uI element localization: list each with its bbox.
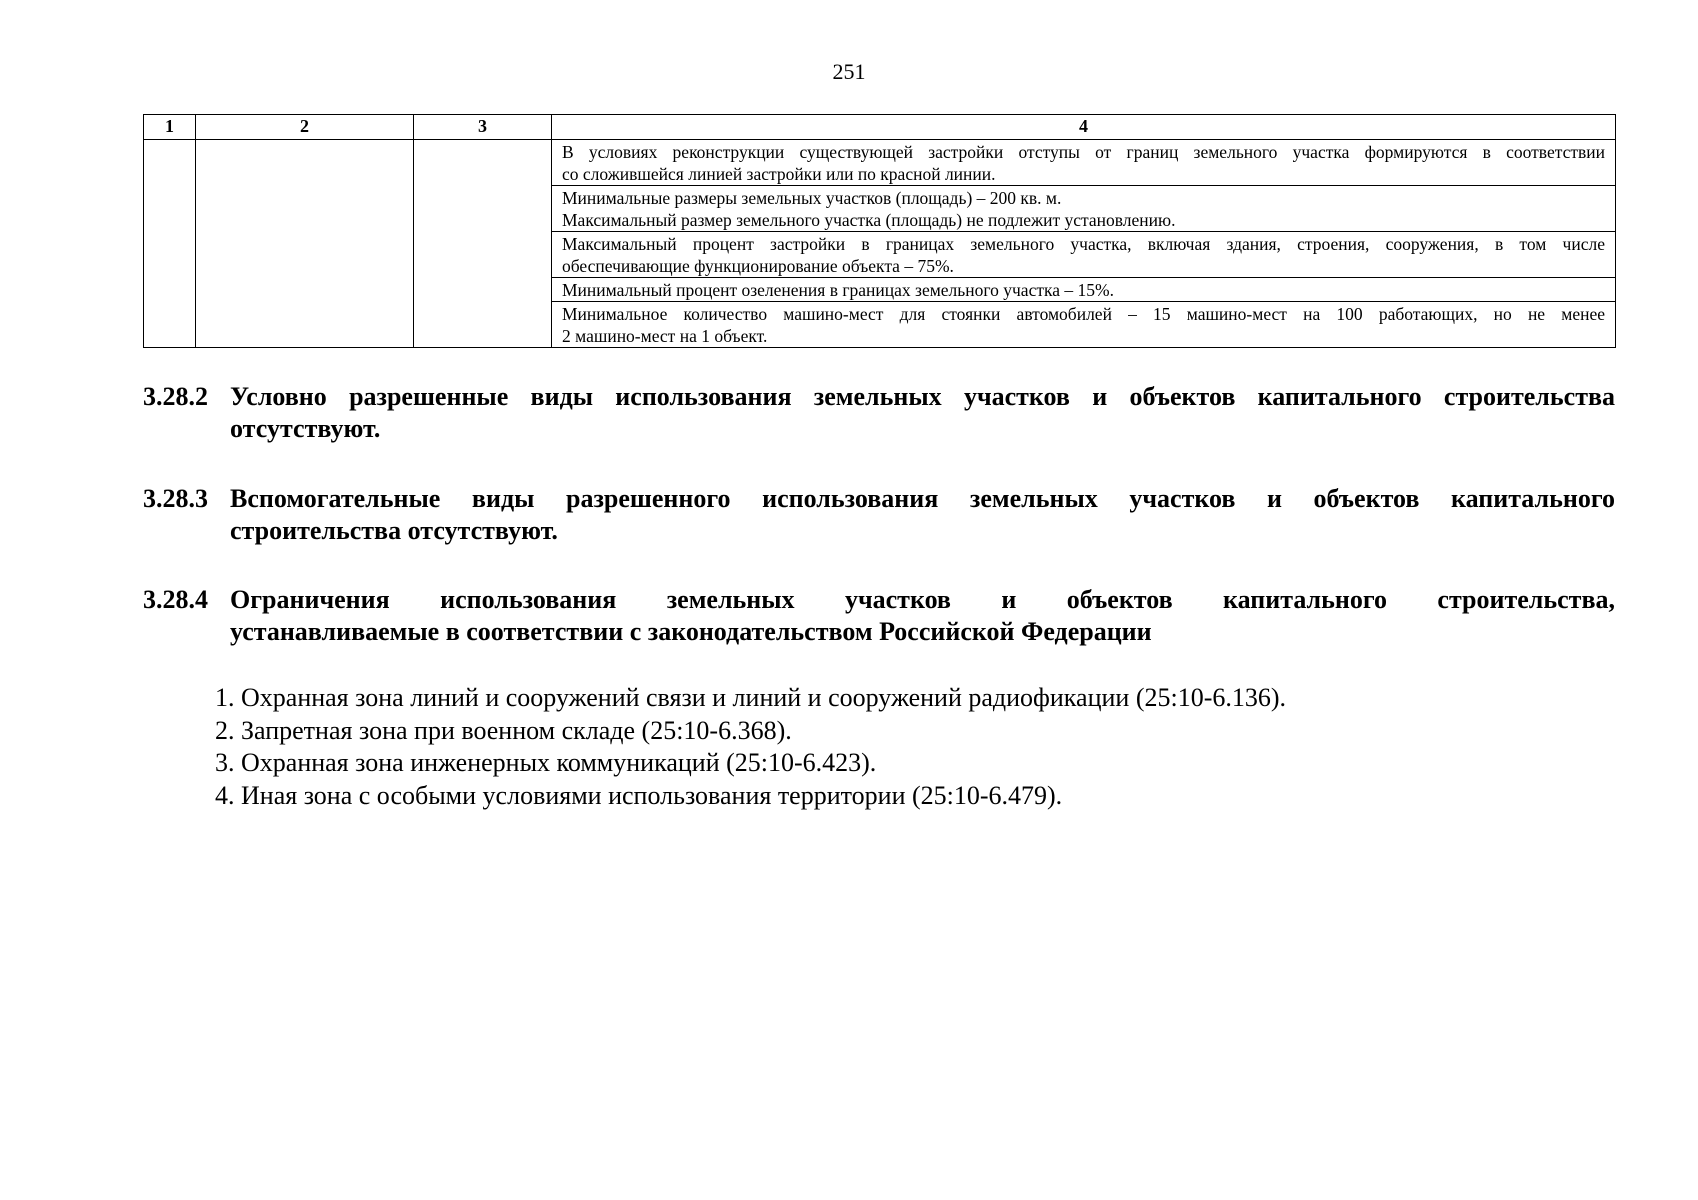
section-heading bbox=[230, 381, 1615, 445]
heading-line: Условно разрешенные виды использования земельных участков и объектов капитального строительства bbox=[230, 382, 1615, 411]
list-item: 2. Запретная зона при военном складе (25:10-6.368). bbox=[215, 715, 792, 745]
section-number: 3.28.3 bbox=[143, 484, 208, 513]
cell-text-line: со сложившейся линией застройки или по красной линии. bbox=[562, 164, 996, 184]
section-3-28-4 bbox=[143, 584, 1615, 648]
table-cell-building-percent bbox=[552, 232, 1616, 278]
regulations-table bbox=[143, 114, 1616, 348]
list-item: 3. Охранная зона инженерных коммуникаций (25:10-6.423). bbox=[215, 748, 877, 777]
section-3-28-3 bbox=[143, 483, 1615, 547]
heading-line: устанавливаемые в соответствии с законодательством Российской Федерации bbox=[230, 617, 1152, 646]
heading-line: Ограничения использования земельных участков и объектов капитального строительства, bbox=[230, 585, 1615, 614]
heading-line: строительства отсутствуют. bbox=[230, 516, 558, 545]
column-header-3: 3 bbox=[414, 115, 552, 140]
section-heading bbox=[230, 584, 1615, 648]
section-number: 3.28.4 bbox=[143, 585, 208, 614]
list-item: 4. Иная зона с особыми условиями использования территории (25:10-6.479). bbox=[215, 780, 1063, 810]
cell-text-line: Максимальный процент застройки в границах земельного участка, включая здания, строения, сооружения, в том числе bbox=[562, 234, 1605, 254]
column-header-2: 2 bbox=[196, 115, 414, 140]
cell-text-line: В условиях реконструкции существующей застройки отступы от границ земельного участка формируются в соответствии bbox=[562, 142, 1605, 162]
cell-text-line: обеспечивающие функционирование объекта – 75%. bbox=[562, 256, 954, 276]
empty-cell-col2 bbox=[196, 140, 414, 348]
empty-cell-col1 bbox=[144, 140, 196, 348]
section-number: 3.28.2 bbox=[143, 382, 208, 411]
cell-text-line: Максимальный размер земельного участка (площадь) не подлежит установлению. bbox=[562, 210, 1176, 230]
cell-text-line: Минимальные размеры земельных участков (площадь) – 200 кв. м. bbox=[562, 188, 1062, 208]
table-header-row bbox=[144, 115, 1616, 140]
cell-text-line: 2 машино-мест на 1 объект. bbox=[562, 326, 768, 346]
section-3-28-2 bbox=[143, 381, 1615, 445]
page-number: 251 bbox=[832, 59, 866, 84]
table-cell-parking bbox=[552, 302, 1616, 348]
empty-cell-col3 bbox=[414, 140, 552, 348]
table-cell-greenery-percent bbox=[552, 278, 1616, 302]
table-cell-reconstruction bbox=[552, 140, 1616, 186]
list-item: 1. Охранная зона линий и сооружений связи и линий и сооружений радиофикации (25:10-6.136). bbox=[215, 683, 1287, 712]
column-header-1: 1 bbox=[144, 115, 196, 140]
table-cell-plot-size bbox=[552, 186, 1616, 232]
restrictions-list bbox=[215, 682, 1615, 812]
heading-line: Вспомогательные виды разрешенного использования земельных участков и объектов капитального bbox=[230, 484, 1615, 513]
cell-text-line: Минимальный процент озеленения в границах земельного участка – 15%. bbox=[562, 280, 1114, 300]
section-heading bbox=[230, 483, 1615, 547]
table-row bbox=[144, 140, 1616, 186]
heading-line: отсутствуют. bbox=[230, 414, 381, 443]
cell-text-line: Минимальное количество машино-мест для стоянки автомобилей – 15 машино-мест на 100 работающих, но не менее bbox=[562, 304, 1605, 324]
column-header-4: 4 bbox=[552, 115, 1616, 140]
